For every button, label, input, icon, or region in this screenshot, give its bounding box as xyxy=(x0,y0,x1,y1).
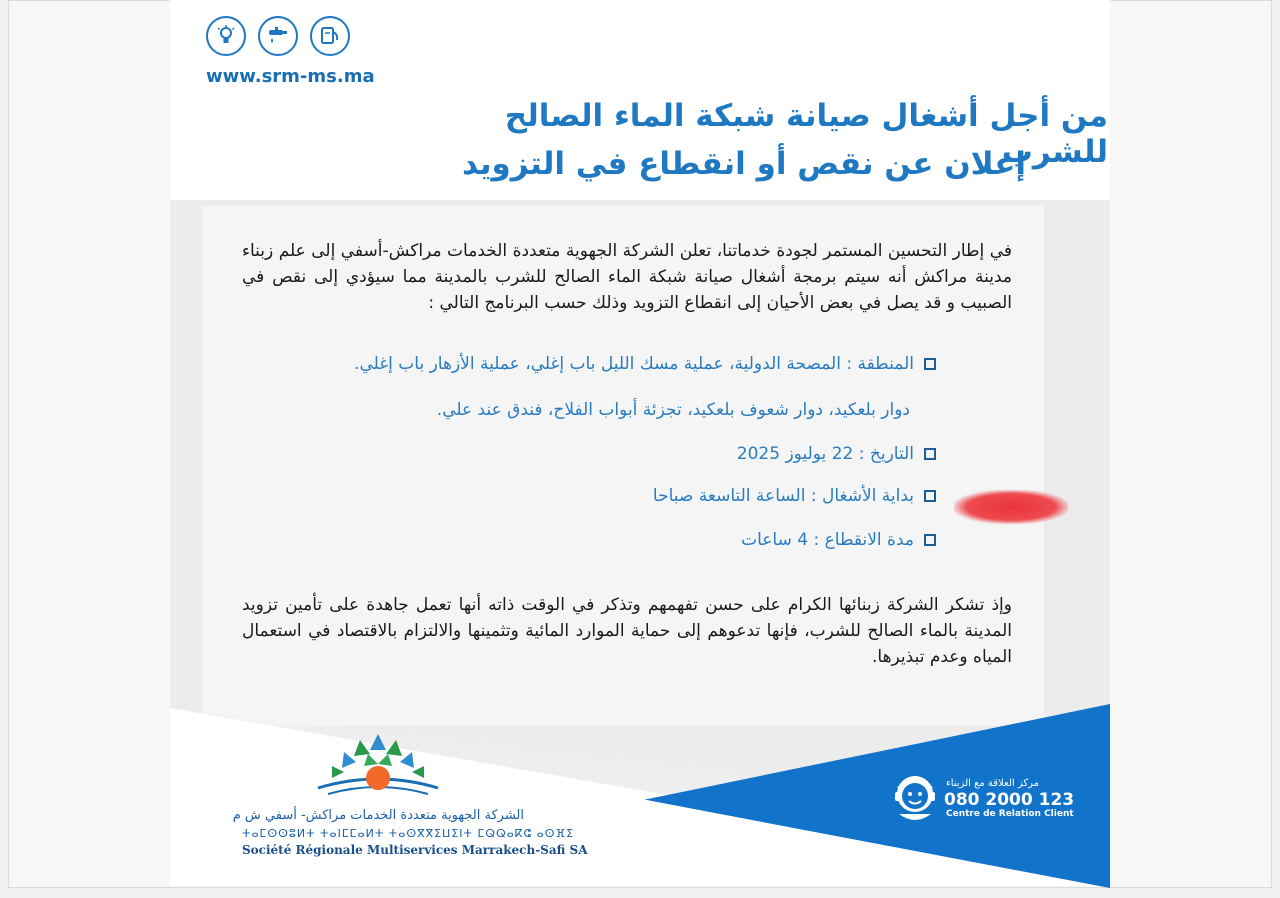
red-scribble-mark xyxy=(954,490,1068,524)
relation-center-french: Centre de Relation Client xyxy=(946,809,1074,819)
page-subtitle: إعلان عن نقص أو انقطاع في التزويد xyxy=(461,146,1026,182)
checkbox-bullet-icon xyxy=(924,490,936,502)
relation-center-arabic: مركز العلاقة مع الزبناء xyxy=(946,778,1040,789)
checkbox-bullet-icon xyxy=(924,534,936,546)
schedule-zone: المنطقة : المصحة الدولية، عملية مسك الليل باب إغلي، عملية الأزهار باب إغلي. xyxy=(354,354,914,374)
checkbox-bullet-icon xyxy=(924,358,936,370)
intro-paragraph: في إطار التحسين المستمر لجودة خدماتنا، تعلن الشركة الجهوية متعددة الخدمات مراكش-أسفي إلى علم زبناء مدينة مراكش أنه سيتم برمجة أشغال صيانة شبكة الماء الصالح للشرب بالمدينة مما سيؤدي إلى نقص في الصبيب و قد يصل في بعض الأحيان إلى انقطاع التزويد وذلك حسب البرنامج التالي : xyxy=(242,241,1012,313)
page-title: من أجل أشغال صيانة شبكة الماء الصالح للشرب xyxy=(504,98,1108,170)
service-icons xyxy=(206,16,350,56)
lightbulb-icon xyxy=(206,16,246,56)
schedule-start: بداية الأشغال : الساعة التاسعة صباحا xyxy=(652,486,914,506)
checkbox-bullet-icon xyxy=(924,448,936,460)
company-name-tifinagh: ⵜⴰⵎⵙⵙⵓⵍⵜ ⵜⴰⵏⵎⵎⴰⵍⵜ ⵜⴰⵙⴳⴳⵉⵡⵉⵏⵜ ⵎⵕⵕⴰⴽⵛ ⴰⵙⴼⵉ xyxy=(242,827,575,840)
customer-agent-icon xyxy=(889,764,941,824)
water-tap-icon xyxy=(258,16,298,56)
list-item xyxy=(354,354,936,374)
schedule-date: التاريخ : 22 يوليوز 2025 xyxy=(736,444,914,464)
srm-logo-icon xyxy=(308,730,448,800)
website-url[interactable]: www.srm-ms.ma xyxy=(206,66,375,87)
schedule-zone-continued: دوار بلعكيد، دوار شعوف بلعكيد، تجزئة أبواب الفلاح، فندق عند علي. xyxy=(436,400,910,420)
closing-paragraph: وإذ تشكر الشركة زبنائها الكرام على حسن تفهمهم وتذكر في الوقت ذاته أنها تعمل جاهدة على تأمين تزويد المدينة بالماء الصالح للشرب، فإنها تدعوهم إلى حماية الموارد المائية وتثمينها والالتزام بالاقتصاد في استعمال المياه وعدم تبذيرها. xyxy=(242,595,1012,667)
relation-center-number[interactable]: 080 2000 123 xyxy=(944,790,1075,810)
list-item xyxy=(653,486,936,506)
electricity-meter-icon xyxy=(310,16,350,56)
schedule-duration: مدة الانقطاع : 4 ساعات xyxy=(741,530,914,550)
company-name-french: Société Régionale Multiservices Marrakech-Safi SA xyxy=(242,843,588,857)
company-name-arabic: الشركة الجهوية متعددة الخدمات مراكش- أسفي ش م xyxy=(232,808,524,823)
list-item xyxy=(737,444,936,464)
list-item xyxy=(741,530,936,550)
